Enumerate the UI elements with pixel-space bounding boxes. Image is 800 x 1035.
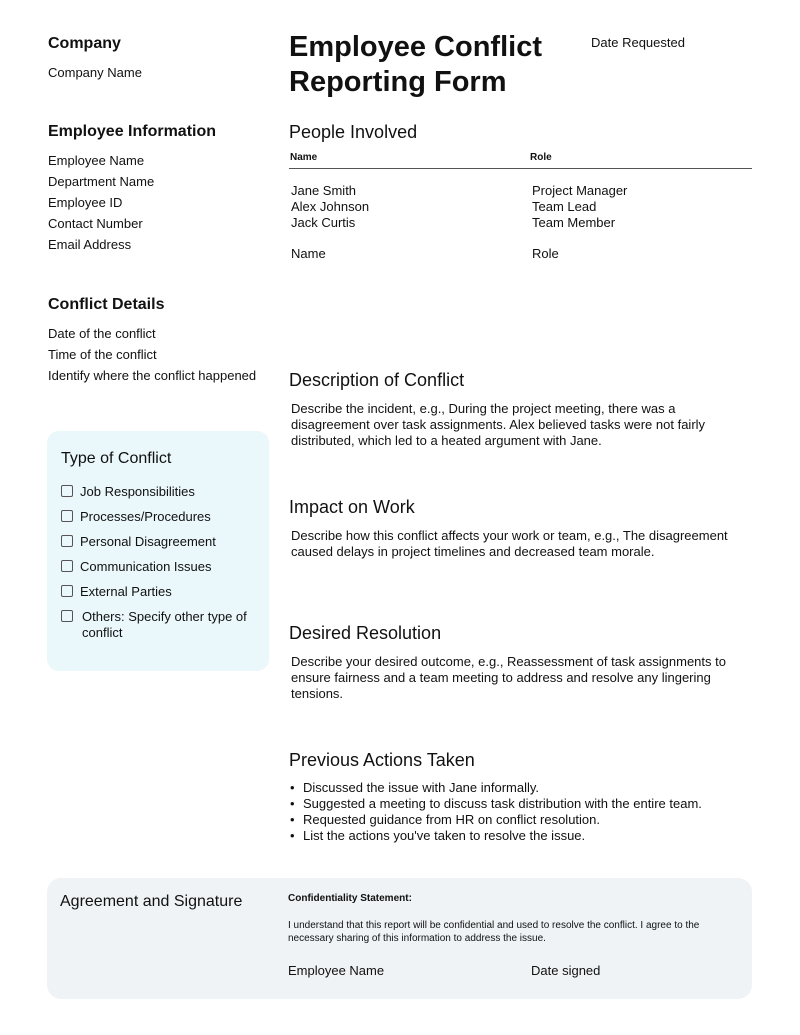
checkbox-icon[interactable] [61,585,73,597]
actions-heading: Previous Actions Taken [289,750,475,770]
resolution-heading: Desired Resolution [289,623,442,643]
table-row: Jack Curtis Team Member [291,215,616,230]
list-item[interactable]: • Requested guidance from HR on conflict resolution. [290,812,750,828]
actions-list [290,780,750,844]
employee-name-field[interactable]: Employee Name [48,153,145,168]
conflict-date-field[interactable]: Date of the conflict [48,326,156,341]
table-row: Name Role [291,246,559,261]
resolution-text[interactable]: Describe your desired outcome, e.g., Reassessment of task assignments to ensure fairness and a team meeting to address and resolve any lingering tensions. [291,654,726,701]
col-role: Role [530,152,552,163]
type-of-conflict-panel [47,431,269,671]
option-others[interactable]: Others: Specify other type of conflict [61,609,255,641]
option-personal-disagreement[interactable]: Personal Disagreement [61,534,255,549]
list-item[interactable]: • Discussed the issue with Jane informally. [290,780,750,796]
email-field[interactable]: Email Address [48,237,132,252]
signature-employee-name[interactable]: Employee Name [288,963,385,978]
employee-id-field[interactable]: Employee ID [48,195,123,210]
date-signed[interactable]: Date signed [531,963,601,978]
checkbox-icon[interactable] [61,610,73,622]
description-text[interactable]: Describe the incident, e.g., During the project meeting, there was a disagreement over task assignments. Alex believed tasks were not fairly distributed, which led to a heated argument with Jane. [291,401,706,448]
type-of-conflict-heading: Type of Conflict [61,450,172,467]
impact-text[interactable]: Describe how this conflict affects your work or team, e.g., The disagreement caused delays in project timelines and decreased team morale. [291,528,728,559]
checkbox-icon[interactable] [61,510,73,522]
company-name[interactable]: Company Name [48,65,142,80]
employee-info-fields [48,150,154,255]
employee-info-heading: Employee Information [48,123,217,140]
conflict-details-fields [48,323,256,386]
people-table-body [291,183,751,262]
description-heading: Description of Conflict [289,370,465,390]
department-field[interactable]: Department Name [48,174,155,189]
option-external-parties[interactable]: External Parties [61,584,255,599]
conflict-location-field[interactable]: Identify where the conflict happened [48,368,257,383]
list-item[interactable]: • Suggested a meeting to discuss task distribution with the entire team. [290,796,750,812]
option-job-responsibilities[interactable]: Job Responsibilities [61,484,255,499]
checkbox-icon[interactable] [61,535,73,547]
option-communication-issues[interactable]: Communication Issues [61,559,255,574]
confidentiality-label: Confidentiality Statement: [288,893,412,904]
checkbox-icon[interactable] [61,560,73,572]
option-processes[interactable]: Processes/Procedures [61,509,255,524]
impact-heading: Impact on Work [289,497,415,517]
checkbox-icon[interactable] [61,485,73,497]
conflict-details-heading: Conflict Details [48,296,165,313]
agreement-panel [47,878,752,999]
contact-number-field[interactable]: Contact Number [48,216,143,231]
people-table-header [289,152,752,169]
confidentiality-text: I understand that this report will be confidential and used to resolve the conflict. I agree to the necessary sharing of this information to address the issue. [288,920,700,944]
people-heading: People Involved [289,122,418,142]
table-row: Alex Johnson Team Lead [291,199,597,214]
list-item[interactable]: • List the actions you've taken to resolve the issue. [290,828,750,844]
company-heading: Company [48,35,121,52]
agreement-heading: Agreement and Signature [60,893,243,910]
date-requested[interactable]: Date Requested [591,35,685,50]
page-title: Employee Conflict Reporting Form [289,31,542,98]
col-name: Name [290,152,318,163]
conflict-time-field[interactable]: Time of the conflict [48,347,157,362]
table-row: Jane Smith Project Manager [291,183,628,198]
